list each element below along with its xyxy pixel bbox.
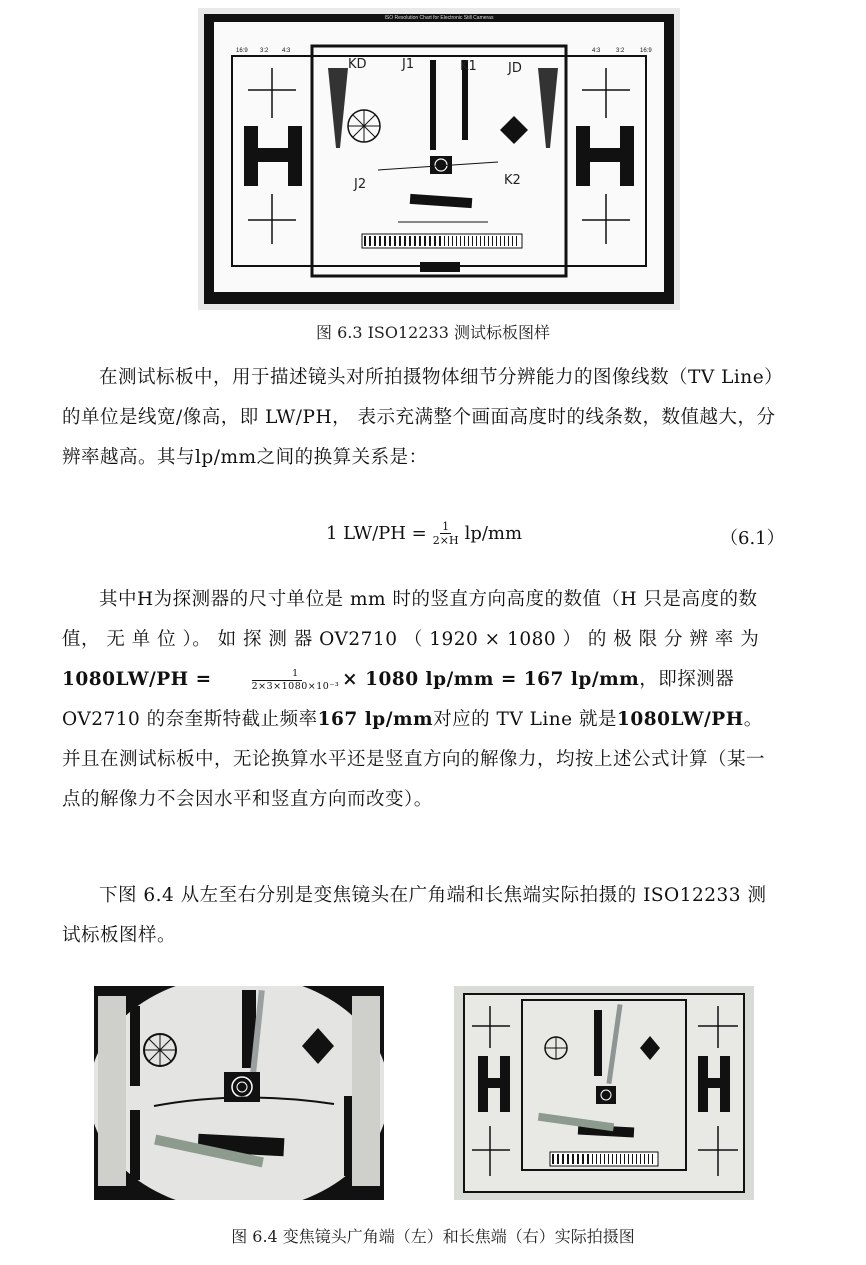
resolution-denominator: 2×3×1080×10⁻³ — [251, 680, 340, 692]
corner-label: 3:2 — [260, 48, 269, 54]
telephoto-photo — [454, 986, 754, 1200]
formula-6-1 — [0, 516, 866, 560]
resolution-fraction — [215, 668, 340, 693]
resolution-expr-lhs: 1080LW/PH = — [62, 669, 212, 690]
mark-kd: KD — [348, 57, 367, 72]
corner-label: 16:9 — [236, 48, 248, 54]
mark-k2: K2 — [504, 173, 521, 188]
paragraph-2-part3: 对应的 TV Line 就是 — [433, 709, 618, 730]
telephoto-image — [454, 986, 754, 1200]
formula-denominator: 2×H — [432, 534, 459, 547]
paragraph-2-part2: ，即探测器 OV2710 的奈奎斯特截止频率 — [62, 669, 735, 730]
wide-angle-image — [94, 986, 384, 1200]
resolution-numerator: 1 — [252, 668, 302, 681]
corner-label: 4:3 — [282, 48, 291, 54]
iso12233-chart-image — [198, 8, 680, 310]
figure-caption-6-4: 图 6.4 变焦镜头广角端（左）和长焦端（右）实际拍摄图 — [231, 1227, 635, 1246]
corner-label: 4:3 — [592, 48, 601, 54]
corner-label: 16:9 — [640, 48, 652, 54]
formula-lhs: 1 LW/PH = — [326, 523, 427, 544]
mark-jd: JD — [508, 61, 522, 76]
nyquist-frequency: 167 lp/mm — [317, 709, 434, 730]
mark-k1: K1 — [460, 59, 477, 74]
formula-fraction — [431, 520, 461, 547]
paragraph-2 — [62, 580, 778, 820]
paragraph-3: 下图 6.4 从左至右分别是变焦镜头在广角端和长焦端实际拍摄的 ISO12233 测试标板图样。 — [62, 885, 767, 946]
paragraph-2-part4: 。并且在测试标板中，无论换算水平还是竖直方向的解像力，均按上述公式计算（某一点的解像力不会因水平和竖直方向而改变）。 — [62, 709, 766, 810]
paragraph-2-part1: 其中H为探测器的尺寸单位是 mm 时的竖直方向高度的数值（H 只是高度的数值， 无 单 位 ）。 如 探 测 器 OV2710 （ 1920 × 1080 ） 的 极 限 分 辨 率 为 — [62, 589, 760, 650]
mark-j1: J1 — [402, 57, 415, 72]
formula-numerator: 1 — [442, 520, 450, 533]
formula-rhs: lp/mm — [464, 523, 523, 544]
equation-number: （6.1） — [720, 528, 785, 549]
corner-label: 3:2 — [616, 48, 625, 54]
iso12233-chart-figure — [198, 8, 680, 310]
mark-j2: J2 — [354, 177, 367, 192]
tv-line-value: 1080LW/PH — [617, 709, 744, 730]
paragraph-1: 在测试标板中，用于描述镜头对所拍摄物体细节分辨能力的图像线数（TV Line）的单位是线宽/像高，即 LW/PH， 表示充满整个画面高度时的线条数，数值越大，分辨率越高。其与lp/mm之间的换算关系是： — [62, 367, 776, 468]
wide-angle-photo — [94, 986, 384, 1200]
resolution-expr-rhs: × 1080 lp/mm = 167 lp/mm — [342, 669, 640, 690]
chart-title: ISO Resolution Chart for Electronic Still Cameras — [384, 15, 494, 21]
formula-expression — [326, 520, 522, 547]
figure-caption-6-3: 图 6.3 ISO12233 测试标板图样 — [315, 323, 550, 342]
